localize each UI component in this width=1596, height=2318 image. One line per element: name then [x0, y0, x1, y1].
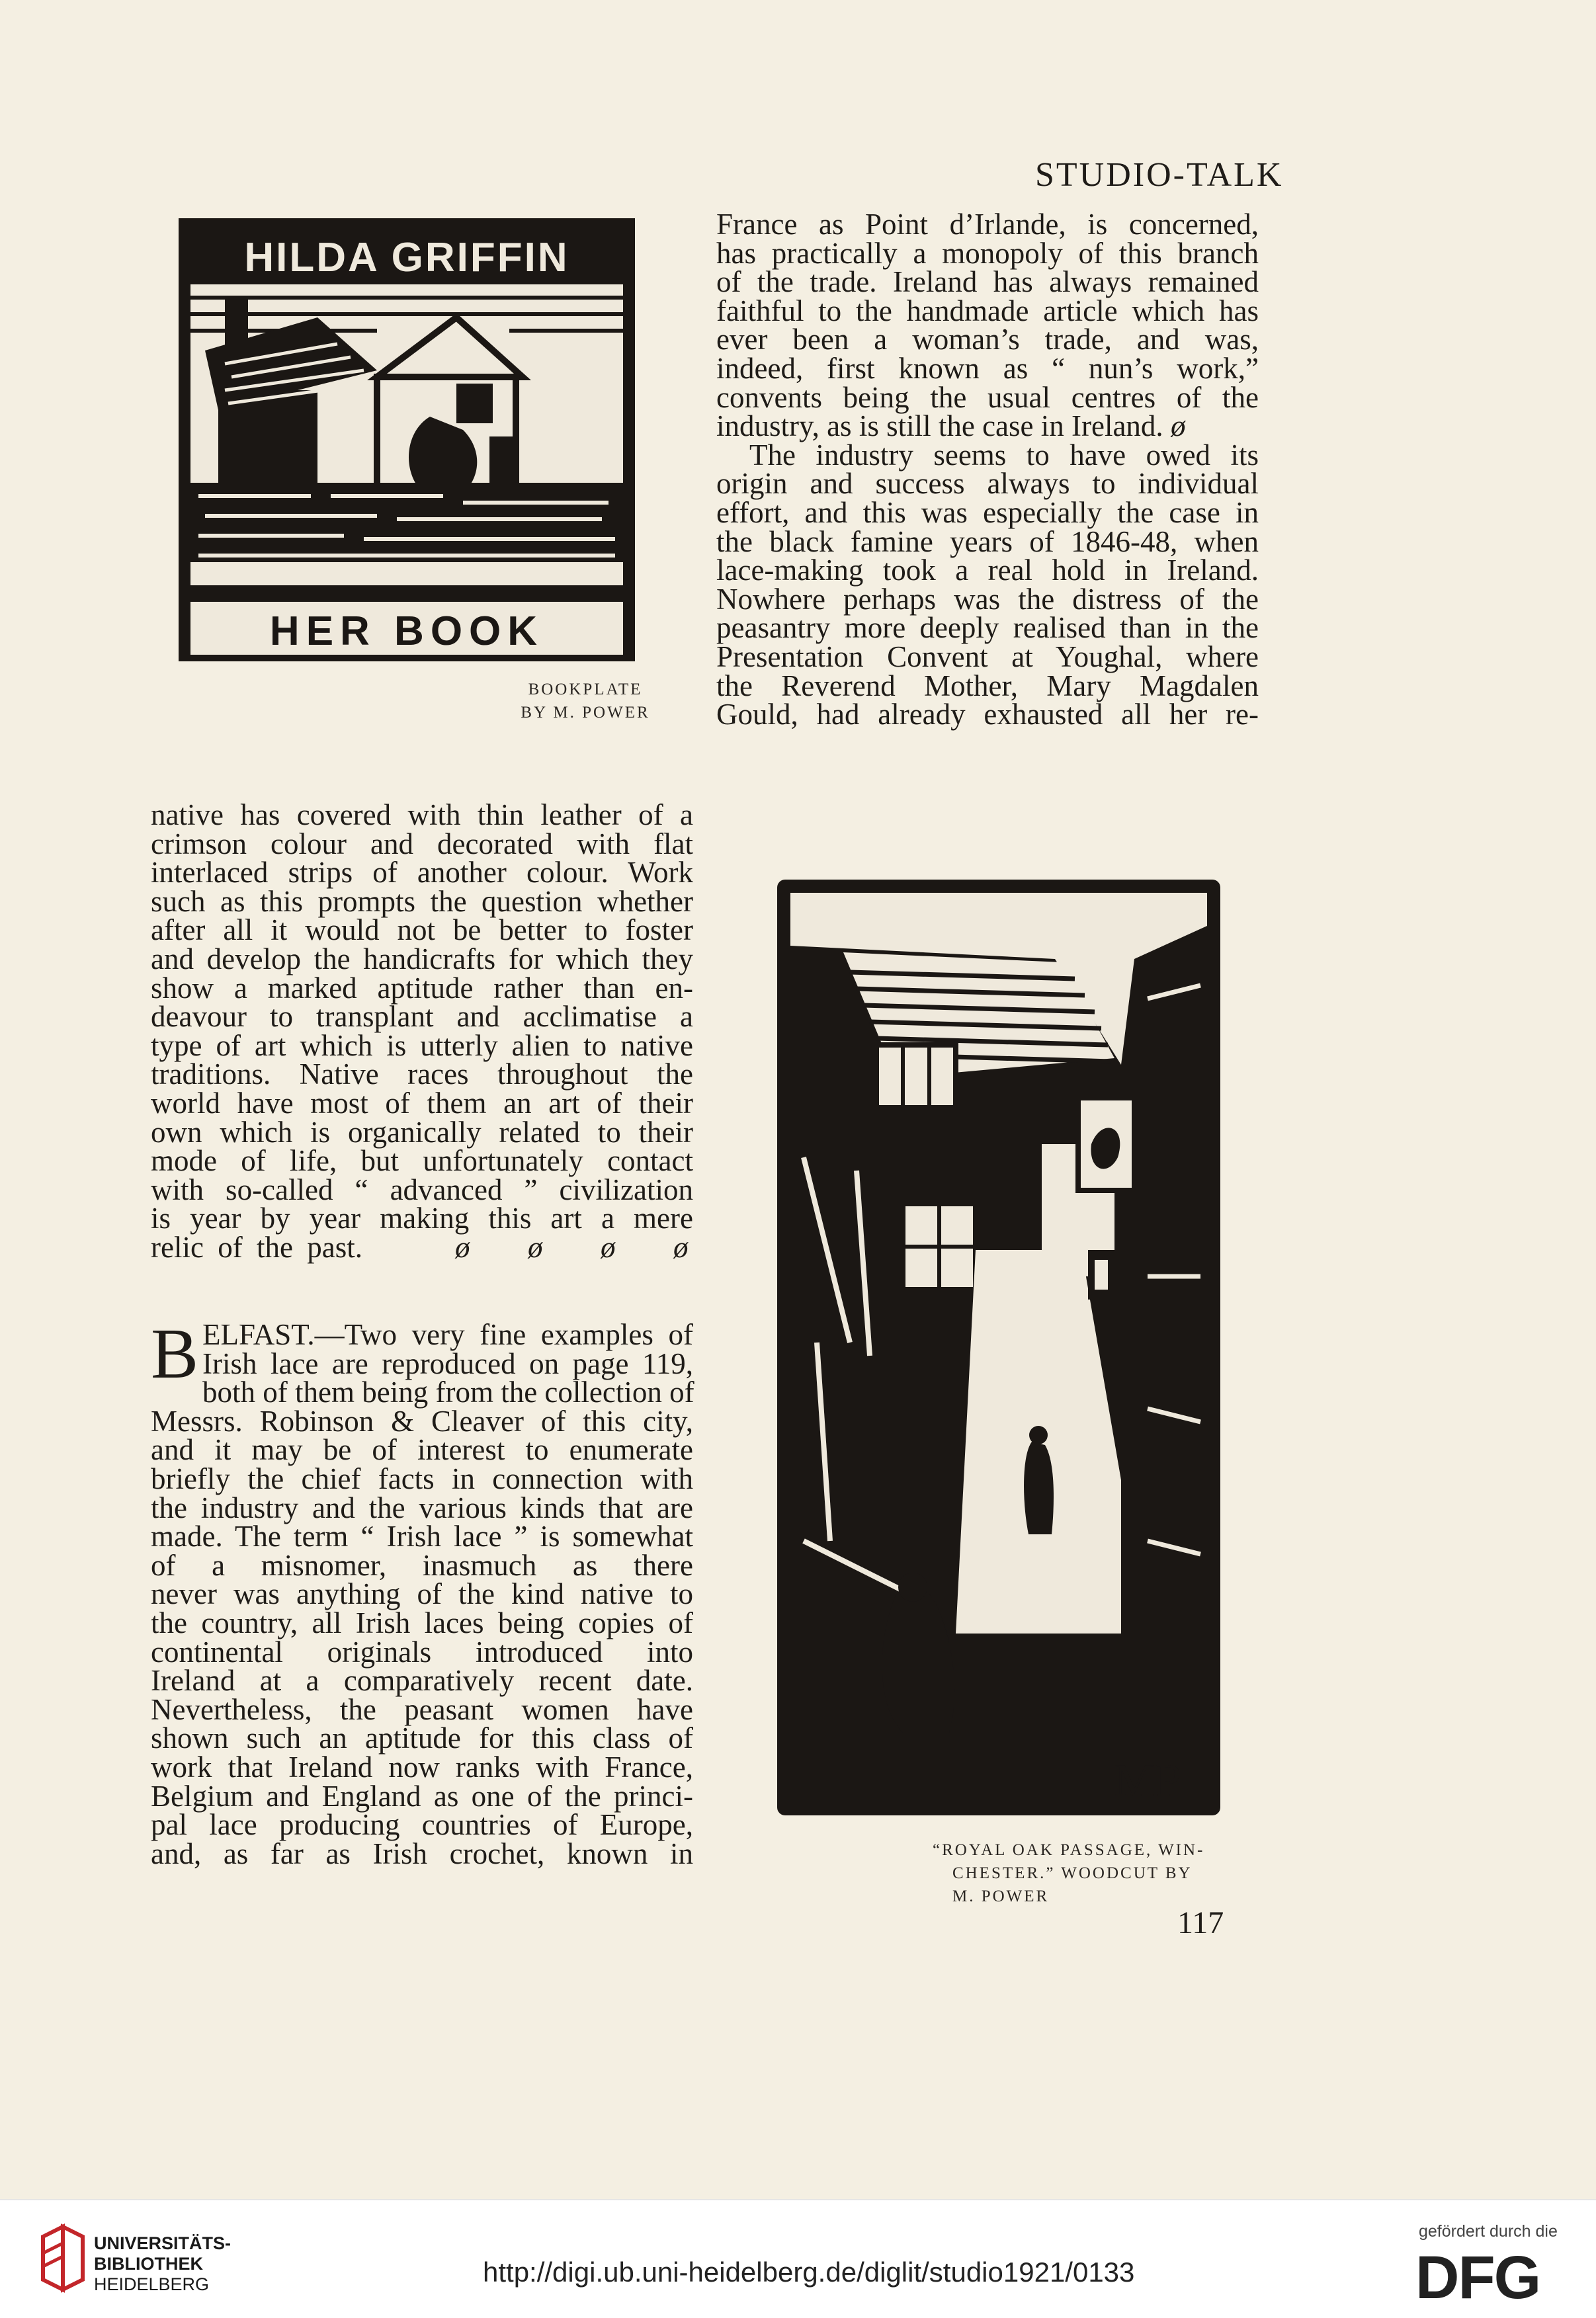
text-line: peasantry more deeply realised than in the [716, 611, 1259, 645]
text-line: work that Ireland now ranks with France, [151, 1750, 693, 1784]
text-line [716, 409, 1259, 443]
text-line: after all it would not be better to foster [151, 913, 693, 947]
woodcut-caption [933, 1839, 1204, 1908]
text-line: Belgium and England as one of the princi- [151, 1779, 693, 1813]
text-line: of the trade. Ireland has always remained [716, 265, 1259, 299]
text-line: is year by year making this art a mere [151, 1202, 693, 1235]
text-line-content: industry, as is still the case in Ireland. [716, 409, 1163, 443]
ornament-icon: ø [455, 1230, 470, 1264]
text-line: never was anything of the kind native to [151, 1577, 693, 1611]
bookplate-legend: HER BOOK [269, 608, 544, 654]
text-line: world have most of them an art of their [151, 1086, 693, 1120]
ornament-icon: ø [1170, 409, 1186, 443]
text-line: Presentation Convent at Youghal, where [716, 640, 1259, 673]
text-line: ELFAST.—Two very fine examples of [202, 1318, 693, 1351]
text-line: shown such an aptitude for this class of [151, 1721, 693, 1755]
text-line: pal lace producing countries of Europe, [151, 1808, 693, 1842]
text-line: effort, and this was especially the case in [716, 495, 1259, 529]
text-line: briefly the chief facts in connection with [151, 1462, 693, 1495]
permalink[interactable]: http://digi.ub.uni-heidelberg.de/diglit/studio1921/0133 [483, 2256, 1135, 2288]
text-line: traditions. Native races throughout the [151, 1057, 693, 1091]
text-line: interlaced strips of another colour. Work [151, 856, 693, 890]
text-line: Nevertheless, the peasant women have [151, 1692, 693, 1726]
woodcut-monogram: MP [1114, 1755, 1181, 1806]
text-line: and develop the handicrafts for which they [151, 942, 693, 975]
text-line: the black famine years of 1846-48, when [716, 524, 1259, 558]
text-line: origin and success always to individual [716, 467, 1259, 501]
text-line: such as this prompts the question whether [151, 884, 693, 918]
running-header: STUDIO-TALK [1035, 156, 1284, 194]
text-line: and it may be of interest to enumerate [151, 1433, 693, 1467]
ornament-icon: ø [528, 1230, 543, 1264]
text-line: Nowhere perhaps was the distress of the [716, 582, 1259, 616]
drop-cap: B [151, 1315, 199, 1393]
right-column-text [716, 210, 1259, 729]
text-line [151, 1230, 693, 1264]
text-line-content: relic of the past. [151, 1230, 362, 1264]
bookplate-caption-line: BY M. POWER [521, 704, 650, 722]
text-line: the country, all Irish laces being copies of [151, 1606, 693, 1639]
ornament-icon: ø [673, 1230, 689, 1264]
text-line: continental originals introduced into [151, 1635, 693, 1669]
viewer-footer [0, 2199, 1596, 2318]
bookplate-caption-line: BOOKPLATE [528, 681, 643, 698]
text-line: ever been a woman’s trade, and was, [716, 323, 1259, 356]
text-line: the Reverend Mother, Mary Magdalen [716, 669, 1259, 702]
text-line: with so-called “ advanced ” civilization [151, 1173, 693, 1206]
ornament-icon: ø [601, 1230, 616, 1264]
text-line: crimson colour and decorated with flat [151, 827, 693, 860]
belfast-paragraph [151, 1315, 694, 1870]
text-line: has practically a monopoly of this branch [716, 236, 1259, 270]
text-line: Gould, had already exhausted all her re- [716, 698, 1259, 731]
text-line: of a misnomer, inasmuch as there [151, 1548, 693, 1582]
bookplate-title: HILDA GRIFFIN [244, 235, 569, 280]
woodcut-caption-line: M. POWER [952, 1887, 1050, 1905]
bookplate-woodcut [179, 218, 635, 661]
dfg-logo: DFG [1415, 2244, 1540, 2311]
left-column-text [151, 798, 693, 1264]
bookplate-caption [516, 678, 655, 724]
text-line: both of them being from the collection of [202, 1376, 694, 1409]
text-line: own which is organically related to their [151, 1115, 693, 1149]
text-line: mode of life, but unfortunately contact [151, 1144, 693, 1178]
text-line: deavour to transplant and acclimatise a [151, 1000, 693, 1034]
library-name-line: BIBLIOTHEK [94, 2254, 203, 2274]
library-name-line: HEIDELBERG [94, 2274, 210, 2294]
text-line: and, as far as Irish crochet, known in [151, 1837, 693, 1870]
text-line: show a marked aptitude rather than en- [151, 971, 693, 1005]
text-line: native has covered with thin leather of a [151, 798, 693, 831]
library-name-line: UNIVERSITÄTS- [94, 2233, 231, 2253]
library-logo-icon [36, 2223, 89, 2296]
library-name [94, 2233, 231, 2295]
text-line: convents being the usual centres of the [716, 380, 1259, 414]
text-line: made. The term “ Irish lace ” is somewhat [151, 1520, 693, 1553]
text-line: lace-making took a real hold in Ireland. [716, 554, 1259, 587]
royal-oak-passage-woodcut [777, 880, 1220, 1815]
text-line: France as Point d’Irlande, is concerned, [716, 208, 1259, 241]
page-number: 117 [1177, 1905, 1224, 1940]
text-line: Ireland at a comparatively recent date. [151, 1664, 693, 1698]
text-line: the industry and the various kinds that are [151, 1491, 693, 1524]
woodcut-caption-line: “ROYAL OAK PASSAGE, WIN- [933, 1841, 1205, 1859]
woodcut-caption-line: CHESTER.” WOODCUT BY [952, 1864, 1193, 1882]
text-line: indeed, first known as “ nun’s work,” [716, 351, 1259, 385]
text-line: Irish lace are reproduced on page 119, [202, 1346, 693, 1380]
text-line: faithful to the handmade article which has [716, 294, 1259, 327]
text-line: The industry seems to have owed its [749, 438, 1259, 472]
text-line: type of art which is utterly alien to native [151, 1028, 693, 1062]
text-line: Messrs. Robinson & Cleaver of this city, [151, 1404, 693, 1438]
funder-label: gefördert durch die [1419, 2222, 1558, 2241]
